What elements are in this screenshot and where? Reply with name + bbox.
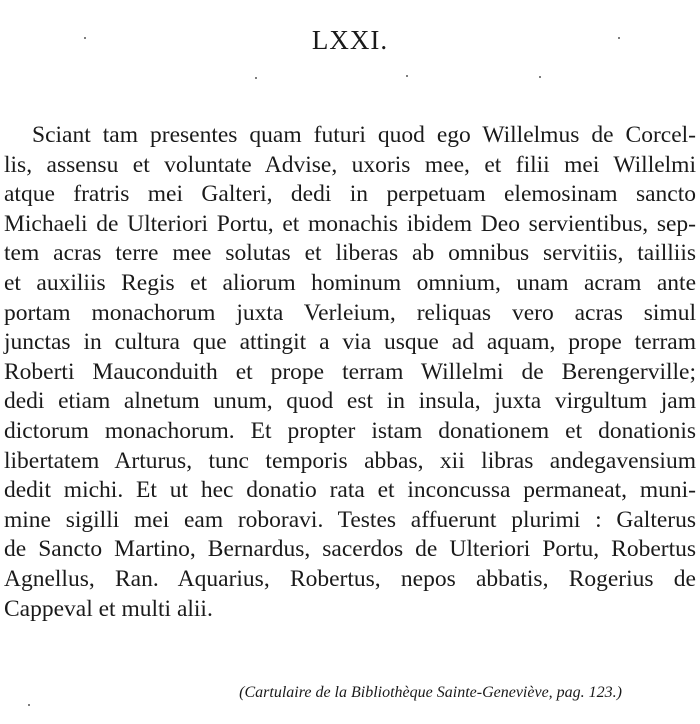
document-heading: LXXI. bbox=[311, 25, 389, 55]
text-line: Cappeval et multi alii. bbox=[4, 595, 213, 622]
scan-speck bbox=[539, 76, 541, 78]
text-line: Sciant tam presentes quam futuri quod ego Willelmus de Corcel- bbox=[32, 122, 696, 148]
text-line: mine sigilli mei eam roboravi. Testes affuerunt plurimi : Galterus bbox=[4, 506, 696, 533]
text-line: Michaeli de Ulteriori Portu, et monachis ibidem Deo servientibus, sep- bbox=[4, 210, 696, 237]
text-line: lis, assensu et voluntate Advise, uxoris mee, et filii mei Willelmi bbox=[4, 151, 696, 178]
source-citation: (Cartulaire de la Bibliothèque Sainte-Geneviève, pag. 123.) bbox=[239, 684, 622, 701]
text-line: junctas in cultura que attingit a via usque ad aquam, prope terram bbox=[4, 329, 696, 356]
scan-speck bbox=[28, 704, 30, 706]
text-line: Agnellus, Ran. Aquarius, Robertus, nepos abbatis, Rogerius de bbox=[4, 565, 696, 592]
text-line: portam monachorum juxta Verleium, reliquas vero acras simul bbox=[4, 299, 696, 326]
text-line: Roberti Mauconduith et prope terram Willelmi de Berengerville; bbox=[4, 358, 696, 385]
document-body bbox=[4, 121, 696, 624]
scan-speck bbox=[406, 75, 408, 77]
text-line: dedi etiam alnetum unum, quod est in insula, juxta virgultum jam bbox=[4, 388, 696, 415]
scan-speck bbox=[84, 37, 86, 39]
text-line: dictorum monachorum. Et propter istam donationem et donationis bbox=[4, 417, 696, 444]
text-line: et auxiliis Regis et aliorum hominum omnium, unam acram ante bbox=[4, 269, 696, 296]
scan-speck bbox=[255, 77, 257, 79]
text-line: dedit michi. Et ut hec donatio rata et inconcussa permaneat, muni- bbox=[4, 477, 696, 504]
scan-speck bbox=[618, 37, 620, 39]
text-line: atque fratris mei Galteri, dedi in perpetuam elemosinam sancto bbox=[4, 181, 696, 208]
text-line: tem acras terre mee solutas et liberas ab omnibus servitiis, tailliis bbox=[4, 240, 696, 267]
text-line: de Sancto Martino, Bernardus, sacerdos de Ulteriori Portu, Robertus bbox=[4, 536, 696, 563]
text-line: libertatem Arturus, tunc temporis abbas, xii libras andegavensium bbox=[4, 447, 696, 474]
